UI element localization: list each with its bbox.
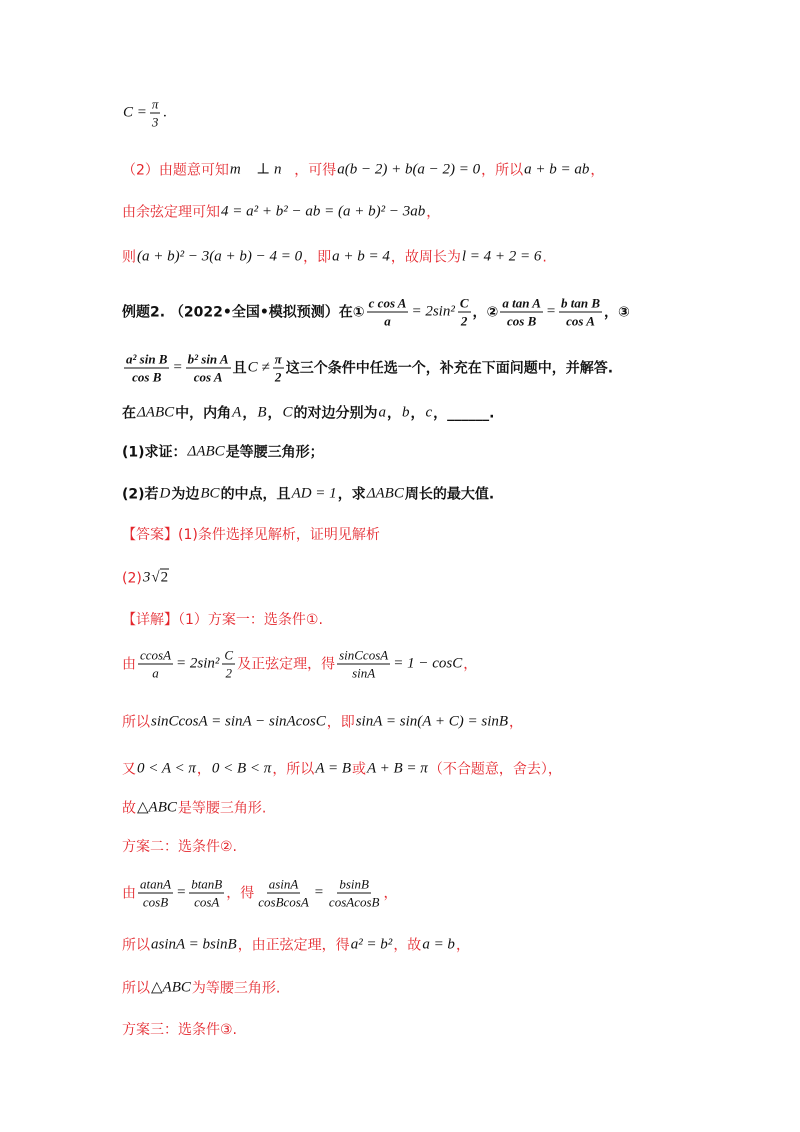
fraction (337, 649, 390, 680)
text-line (122, 981, 280, 996)
math-expression: l = 4 + 2 = 6 (461, 248, 542, 265)
text-line (122, 571, 169, 586)
fraction (256, 878, 311, 909)
text-segment: (2)若 (122, 486, 159, 502)
fraction-denominator: 3 (151, 114, 159, 130)
math-expression: = 2sin² (411, 303, 455, 320)
fraction-denominator: a (384, 313, 391, 329)
math-expression: = (176, 884, 187, 901)
text-line (122, 205, 440, 220)
math-expression: △ABC (151, 979, 191, 996)
text-segment: ，即 (303, 249, 332, 265)
text-segment: ， (410, 405, 425, 421)
text-segment: ，③ (604, 304, 630, 320)
math-expression: ΔABC (187, 443, 225, 460)
text-line (122, 487, 494, 502)
fraction-numerator: a tan A (502, 295, 541, 311)
fraction-denominator: 2 (460, 313, 468, 329)
text-segment: 是等腰三角形； (225, 444, 324, 460)
fraction-numerator: asinA (268, 876, 299, 892)
fraction-denominator: a (152, 665, 159, 681)
text-line (122, 250, 547, 265)
fraction (189, 878, 224, 909)
fraction-numerator: a² sin B (126, 351, 168, 367)
text-segment: 方案三：选条件③. (122, 1022, 238, 1038)
text-line (122, 1023, 237, 1037)
fraction-numerator: C (224, 647, 234, 663)
text-segment: ，求 (337, 486, 366, 502)
fraction-numerator: c cos A (368, 295, 407, 311)
math-expression: = (545, 303, 557, 320)
text-segment: 所以 (122, 937, 150, 953)
math-expression: AD = 1 (291, 485, 337, 502)
math-expression: ΔABC (366, 485, 404, 502)
text-line (122, 613, 323, 627)
math-expression: = (172, 359, 183, 376)
fraction (150, 98, 161, 129)
math-expression: a + b = ab (524, 161, 590, 178)
text-segment: 及正弦定理，得 (237, 656, 336, 672)
math-expression: A + B = π (367, 760, 428, 777)
math-expression: = 1 − cosC (393, 655, 463, 672)
math-expression: C ≠ (247, 359, 270, 376)
square-root (151, 571, 169, 586)
math-expression: b (402, 404, 410, 421)
text-segment: ， (455, 937, 470, 953)
math-expression: a² = b² (350, 936, 393, 953)
text-segment: ，② (472, 304, 499, 320)
fraction-denominator: cosBcosA (258, 894, 309, 910)
text-segment: ， (387, 405, 401, 421)
text-segment: 为边 (171, 486, 200, 502)
math-expression: asinA = bsinB (151, 936, 237, 953)
text-line (122, 297, 630, 328)
math-expression: 3 (142, 569, 151, 586)
fraction-numerator: bsinB (339, 876, 369, 892)
fraction (458, 297, 471, 328)
text-segment: ， (267, 405, 282, 421)
math-expression: a = b (422, 936, 455, 953)
fraction (367, 297, 409, 328)
text-segment: 为等腰三角形. (191, 980, 281, 996)
text-line (122, 938, 470, 953)
fraction (222, 649, 235, 680)
fraction (500, 297, 543, 328)
text-segment: 且 (232, 360, 247, 376)
text-segment: 例题2. （2022•全国•模拟预测）在① (122, 304, 365, 320)
fraction-denominator: 2 (274, 369, 282, 385)
math-expression: C = (123, 104, 147, 121)
text-segment: 由 (122, 656, 136, 672)
fraction-numerator: btanB (191, 876, 223, 892)
text-segment: ， (242, 405, 257, 421)
text-segment: 是等腰三角形. (177, 800, 267, 816)
fraction-numerator: π (274, 351, 282, 367)
fraction (138, 649, 173, 680)
text-segment: 方案二：选条件②. (122, 839, 238, 855)
math-expression: A (232, 404, 242, 421)
math-expression: 0 < A < π (137, 760, 196, 777)
text-segment: 的对边分别为 (293, 405, 378, 421)
math-expression: m⃗ ⊥ n⃗ (229, 161, 294, 178)
text-line (122, 406, 495, 421)
text-segment: 的中点，且 (220, 486, 291, 502)
text-line (122, 98, 168, 129)
math-expression: sinCcosA = sinA − sinAcosC (151, 713, 326, 730)
fraction (559, 297, 602, 328)
text-segment: ， (463, 656, 478, 672)
math-expression: sinA = sin(A + C) = sinB (355, 713, 509, 730)
text-segment: ， (383, 885, 398, 901)
text-segment: ， (590, 162, 605, 178)
math-expression: 4 = a² + b² − ab = (a + b)² − 3ab (221, 203, 426, 220)
text-segment: （2）由题意可知 (122, 162, 229, 178)
text-segment: 这三个条件中任选一个，补充在下面问题中，并解答. (285, 360, 614, 376)
text-segment: 又 (122, 761, 136, 777)
text-segment: 由余弦定理可知 (122, 204, 220, 220)
fraction-denominator: cos A (566, 313, 595, 329)
text-segment: ，所以 (272, 761, 315, 777)
fraction-denominator: cosB (142, 894, 169, 910)
fraction-denominator: cos B (507, 313, 537, 329)
math-expression: ΔABC (137, 404, 175, 421)
fraction-denominator: 2 (225, 665, 232, 681)
text-segment: 在 (122, 405, 136, 421)
text-line (122, 878, 397, 909)
text-segment: 周长的最大值. (404, 486, 495, 502)
text-segment: ，由正弦定理，得 (237, 937, 350, 953)
radicand: 2 (160, 569, 169, 586)
text-segment: ，故 (393, 937, 422, 953)
text-segment: ，即 (326, 714, 355, 730)
math-expression: = (313, 884, 324, 901)
math-expression: a(b − 2) + b(a − 2) = 0 (337, 161, 481, 178)
text-line (122, 353, 613, 384)
fraction-numerator: b² sin A (187, 351, 229, 367)
math-expression: a + b = 4 (332, 248, 390, 265)
text-segment: 或 (352, 761, 366, 777)
text-line (122, 163, 604, 178)
text-line (122, 649, 477, 680)
fraction-numerator: sinCcosA (339, 647, 389, 663)
fraction-numerator: π (151, 96, 159, 112)
fraction-denominator: cosA (194, 894, 220, 910)
text-line (122, 715, 523, 730)
text-segment: . (542, 249, 547, 265)
text-line (122, 528, 380, 542)
text-segment: ， (426, 204, 441, 220)
fraction (186, 353, 231, 384)
fraction-numerator: ccosA (140, 647, 172, 663)
math-expression: BC (200, 485, 220, 502)
math-expression: △ABC (137, 799, 177, 816)
math-expression: C (282, 404, 293, 421)
fraction-numerator: b tan B (561, 295, 601, 311)
text-segment: 中，内角 (175, 405, 232, 421)
text-segment: ， (196, 761, 211, 777)
math-expression: (a + b)² − 3(a + b) − 4 = 0 (137, 248, 303, 265)
fraction (138, 878, 173, 909)
fraction-denominator: sinA (352, 665, 376, 681)
text-segment: ，故周长为 (390, 249, 461, 265)
fraction (327, 878, 382, 909)
fraction-denominator: cos B (132, 369, 162, 385)
math-expression: a (378, 404, 386, 421)
text-segment: 所以 (122, 980, 150, 996)
text-segment: ，______. (433, 405, 495, 421)
text-line (122, 801, 266, 816)
text-segment: 【答案】(1)条件选择见解析，证明见解析 (122, 527, 380, 543)
text-segment: ，可得 (294, 162, 337, 178)
text-segment: 【详解】（1）方案一：选条件①. (122, 612, 323, 628)
fraction-denominator: cosAcosB (328, 894, 380, 910)
text-line (122, 840, 237, 854)
text-line (122, 762, 562, 777)
math-expression: = 2sin² (176, 655, 220, 672)
fraction-numerator: atanA (140, 876, 172, 892)
text-segment: ，得 (226, 885, 255, 901)
text-segment: 则 (122, 249, 136, 265)
math-expression: D (159, 485, 171, 502)
math-expression: . (163, 104, 168, 121)
text-segment: 所以 (122, 714, 150, 730)
text-segment: （不合题意，舍去）， (428, 761, 562, 777)
text-segment: 故 (122, 800, 136, 816)
text-segment: (1)求证： (122, 444, 187, 460)
text-segment: (2) (122, 570, 142, 586)
text-segment: 由 (122, 885, 136, 901)
math-expression: B (257, 404, 267, 421)
fraction-numerator: C (459, 295, 469, 311)
fraction-denominator: cos A (193, 369, 223, 385)
radical-sign-icon: √ (151, 569, 160, 586)
text-line (122, 445, 324, 460)
fraction (273, 353, 284, 384)
math-expression: A = B (315, 760, 351, 777)
text-segment: ，所以 (481, 162, 524, 178)
math-expression: c (425, 404, 433, 421)
math-expression: 0 < B < π (211, 760, 272, 777)
text-segment: ， (509, 714, 524, 730)
fraction (124, 353, 169, 384)
